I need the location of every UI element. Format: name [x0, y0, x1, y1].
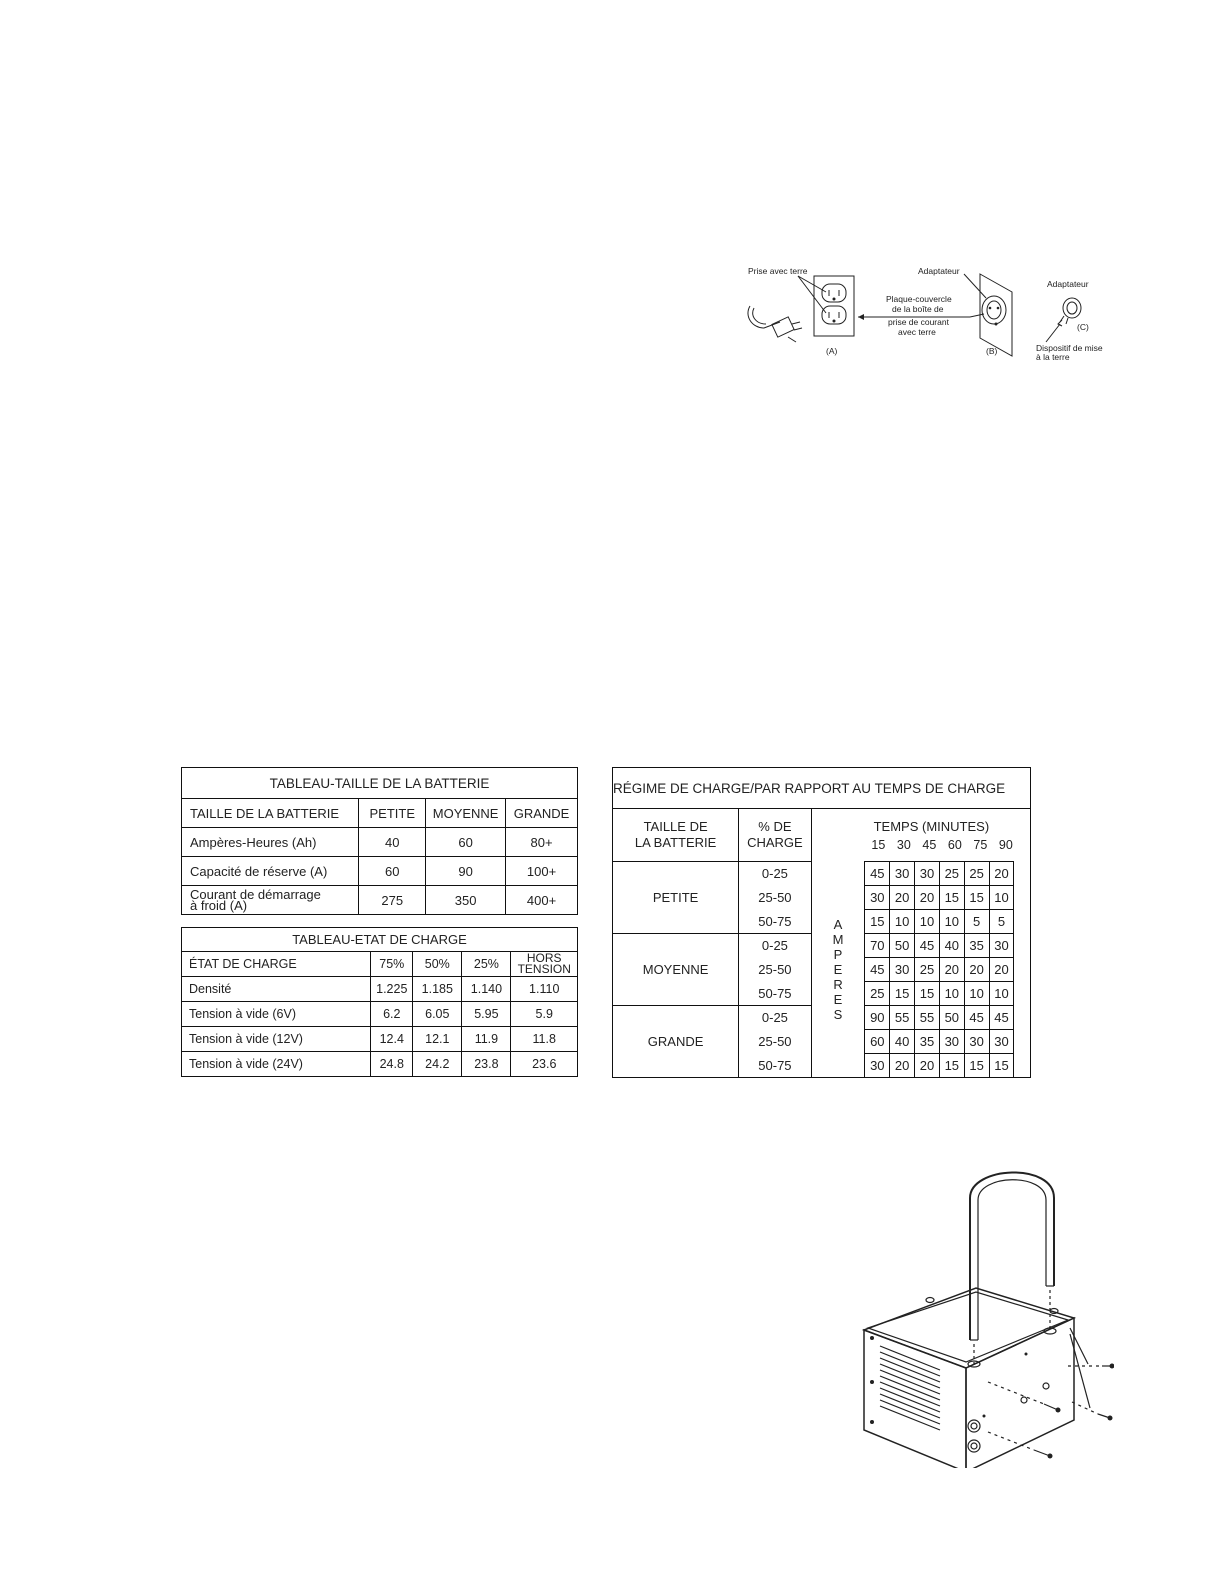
header-cell: [811, 809, 1030, 862]
minute-label: 90: [998, 837, 1013, 852]
amp-cell: 45: [865, 958, 890, 982]
amp-cell: 20: [915, 1054, 940, 1078]
header-line: % DE: [758, 819, 792, 834]
minute-label: 15: [871, 837, 886, 852]
row-label: Ampères-Heures (Ah): [182, 828, 359, 857]
table-cell: 1.185: [413, 977, 462, 1002]
amp-cell: 10: [915, 910, 940, 934]
tail-cell: [1014, 862, 1031, 1078]
amp-cell: 20: [989, 862, 1014, 886]
ground-device-label-2: à la terre: [1036, 352, 1070, 362]
amp-cell: 25: [915, 958, 940, 982]
table-cell: 1.225: [371, 977, 413, 1002]
state-of-charge-title: TABLEAU-ETAT DE CHARGE: [182, 928, 578, 952]
amp-cell: 10: [890, 910, 915, 934]
table-cell: 100+: [506, 857, 578, 886]
ground-device-label-1: Dispositif de mise: [1036, 343, 1103, 353]
cover-plate-label-4: avec terre: [898, 327, 936, 337]
amp-cell: 30: [865, 886, 890, 910]
amp-cell: 45: [915, 934, 940, 958]
amp-cell: 15: [939, 886, 964, 910]
pct-cell: 25-50: [739, 886, 811, 910]
amperes-letter: A: [833, 916, 843, 932]
amp-cell: 20: [939, 958, 964, 982]
table-cell: 80+: [506, 828, 578, 857]
charge-rate-table: [612, 767, 1031, 1078]
amp-cell: 15: [939, 1054, 964, 1078]
size-cell: PETITE: [613, 862, 739, 934]
header-line: TAILLE DE: [643, 819, 708, 834]
amp-cell: 55: [915, 1006, 940, 1030]
header-cell: PETITE: [359, 799, 426, 828]
minute-label: 75: [973, 837, 988, 852]
row-label: Tension à vide (6V): [182, 1002, 371, 1027]
amp-cell: 30: [865, 1054, 890, 1078]
cover-plate-label-2: de la boîte de: [892, 304, 944, 314]
amp-cell: 10: [939, 982, 964, 1006]
row-label: [182, 886, 359, 915]
table-cell: 12.1: [413, 1027, 462, 1052]
table-cell: 1.140: [462, 977, 511, 1002]
header-cell: 50%: [413, 952, 462, 977]
amp-cell: 20: [989, 958, 1014, 982]
table-row: [182, 857, 578, 886]
table-row: [182, 977, 578, 1002]
minute-label: 60: [947, 837, 962, 852]
table-cell: 24.2: [413, 1052, 462, 1077]
amp-cell: 15: [964, 886, 989, 910]
amp-cell: 45: [989, 1006, 1014, 1030]
amp-cell: 45: [865, 862, 890, 886]
pct-cell: 0-25: [739, 934, 811, 958]
table-row: [182, 799, 578, 828]
amp-cell: 15: [865, 910, 890, 934]
amp-cell: 20: [915, 886, 940, 910]
pct-cell: 0-25: [739, 862, 811, 886]
amp-cell: 45: [964, 1006, 989, 1030]
table-cell: 11.8: [511, 1027, 578, 1052]
table-row: [182, 1002, 578, 1027]
amp-cell: 30: [989, 1030, 1014, 1054]
row-label: Densité: [182, 977, 371, 1002]
size-cell: GRANDE: [613, 1006, 739, 1078]
header-line: CHARGE: [747, 835, 803, 850]
pct-cell: 50-75: [739, 910, 811, 934]
table-cell: 90: [426, 857, 506, 886]
table-cell: 23.6: [511, 1052, 578, 1077]
label-a: (A): [826, 346, 838, 356]
table-row: [182, 886, 578, 915]
amp-cell: 15: [915, 982, 940, 1006]
header-cell: MOYENNE: [426, 799, 506, 828]
amp-cell: 50: [890, 934, 915, 958]
state-of-charge-table: [181, 927, 578, 1077]
minute-label: 45: [922, 837, 937, 852]
table-cell: 12.4: [371, 1027, 413, 1052]
minute-label: 30: [896, 837, 911, 852]
amp-cell: 30: [964, 1030, 989, 1054]
grounded-outlet-diagram: [740, 262, 1120, 372]
table-row: [182, 828, 578, 857]
table-cell: 6.2: [371, 1002, 413, 1027]
amperes-letter: E: [833, 991, 843, 1007]
amp-cell: 70: [865, 934, 890, 958]
amp-cell: 15: [964, 1054, 989, 1078]
amp-cell: 10: [989, 982, 1014, 1006]
amp-cell: 50: [939, 1006, 964, 1030]
battery-size-table: [181, 767, 578, 915]
header-cell: ÉTAT DE CHARGE: [182, 952, 371, 977]
amperes-letter: R: [833, 976, 843, 992]
header-cell: 75%: [371, 952, 413, 977]
row-label: Tension à vide (12V): [182, 1027, 371, 1052]
amp-cell: 30: [989, 934, 1014, 958]
amp-cell: 20: [890, 1054, 915, 1078]
pct-cell: 25-50: [739, 958, 811, 982]
label-b: (B): [986, 346, 998, 356]
charger-handle-assembly-illustration: [858, 1168, 1114, 1468]
table-cell: 350: [426, 886, 506, 915]
header-cell: GRANDE: [506, 799, 578, 828]
time-header: TEMPS (MINUTES): [873, 818, 990, 834]
amp-cell: 55: [890, 1006, 915, 1030]
table-cell: 5.9: [511, 1002, 578, 1027]
amp-cell: 10: [939, 910, 964, 934]
size-cell: MOYENNE: [613, 934, 739, 1006]
amp-cell: 25: [939, 862, 964, 886]
amp-cell: 15: [989, 1054, 1014, 1078]
cover-plate-label-3: prise de courant: [888, 317, 949, 327]
table-cell: 23.8: [462, 1052, 511, 1077]
amp-cell: 10: [964, 982, 989, 1006]
table-cell: 40: [359, 828, 426, 857]
cover-plate-label-1: Plaque-couvercle: [886, 294, 952, 304]
amperes-letter: E: [833, 961, 843, 977]
pct-cell: 50-75: [739, 982, 811, 1006]
amp-cell: 5: [964, 910, 989, 934]
table-cell: 11.9: [462, 1027, 511, 1052]
table-cell: 275: [359, 886, 426, 915]
table-row: [182, 952, 578, 977]
amp-cell: 20: [890, 886, 915, 910]
battery-size-title: TABLEAU-TAILLE DE LA BATTERIE: [182, 768, 578, 799]
amp-cell: 25: [865, 982, 890, 1006]
amp-cell: 30: [890, 862, 915, 886]
pct-cell: 25-50: [739, 1030, 811, 1054]
amp-cell: 30: [915, 862, 940, 886]
adapter-label-b: Adaptateur: [918, 266, 960, 276]
header-line: HORS: [526, 951, 562, 965]
row-label-line: Courant de démarrage: [190, 887, 321, 902]
amp-cell: 20: [964, 958, 989, 982]
amp-cell: 25: [964, 862, 989, 886]
amp-cell: 35: [964, 934, 989, 958]
amp-cell: 40: [890, 1030, 915, 1054]
row-label-line: à froid (A): [190, 898, 248, 913]
outlet-label: Prise avec terre: [748, 266, 808, 276]
adapter-label-c: Adaptateur: [1047, 279, 1089, 289]
amp-cell: 5: [989, 910, 1014, 934]
label-c: (C): [1077, 322, 1089, 332]
header-cell: 25%: [462, 952, 511, 977]
header-cell: [511, 952, 578, 977]
amp-cell: 40: [939, 934, 964, 958]
amp-cell: 30: [890, 958, 915, 982]
row-label: Tension à vide (24V): [182, 1052, 371, 1077]
table-cell: 6.05: [413, 1002, 462, 1027]
table-row: [613, 809, 1031, 862]
row-label: Capacité de réserve (A): [182, 857, 359, 886]
amperes-letter: M: [832, 931, 844, 947]
table-cell: 5.95: [462, 1002, 511, 1027]
table-row: [613, 862, 1031, 886]
table-cell: 24.8: [371, 1052, 413, 1077]
pct-cell: 50-75: [739, 1054, 811, 1078]
table-row: [182, 1052, 578, 1077]
table-cell: 400+: [506, 886, 578, 915]
header-cell: TAILLE DE LA BATTERIE: [182, 799, 359, 828]
table-cell: 60: [359, 857, 426, 886]
amp-cell: 10: [989, 886, 1014, 910]
amperes-label: [811, 862, 865, 1078]
amperes-letter: P: [833, 946, 843, 962]
amp-cell: 90: [865, 1006, 890, 1030]
header-cell: [613, 809, 739, 862]
amp-cell: 60: [865, 1030, 890, 1054]
amp-cell: 15: [890, 982, 915, 1006]
header-cell: [739, 809, 811, 862]
pct-cell: 0-25: [739, 1006, 811, 1030]
table-row: [182, 1027, 578, 1052]
header-line: LA BATTERIE: [634, 835, 717, 850]
table-cell: 60: [426, 828, 506, 857]
amperes-letter: S: [833, 1006, 843, 1022]
amp-cell: 30: [939, 1030, 964, 1054]
amp-cell: 35: [915, 1030, 940, 1054]
table-cell: 1.110: [511, 977, 578, 1002]
header-line: TENSION: [517, 962, 571, 976]
charge-rate-title: RÉGIME DE CHARGE/PAR RAPPORT AU TEMPS DE CHARGE: [613, 768, 1031, 809]
